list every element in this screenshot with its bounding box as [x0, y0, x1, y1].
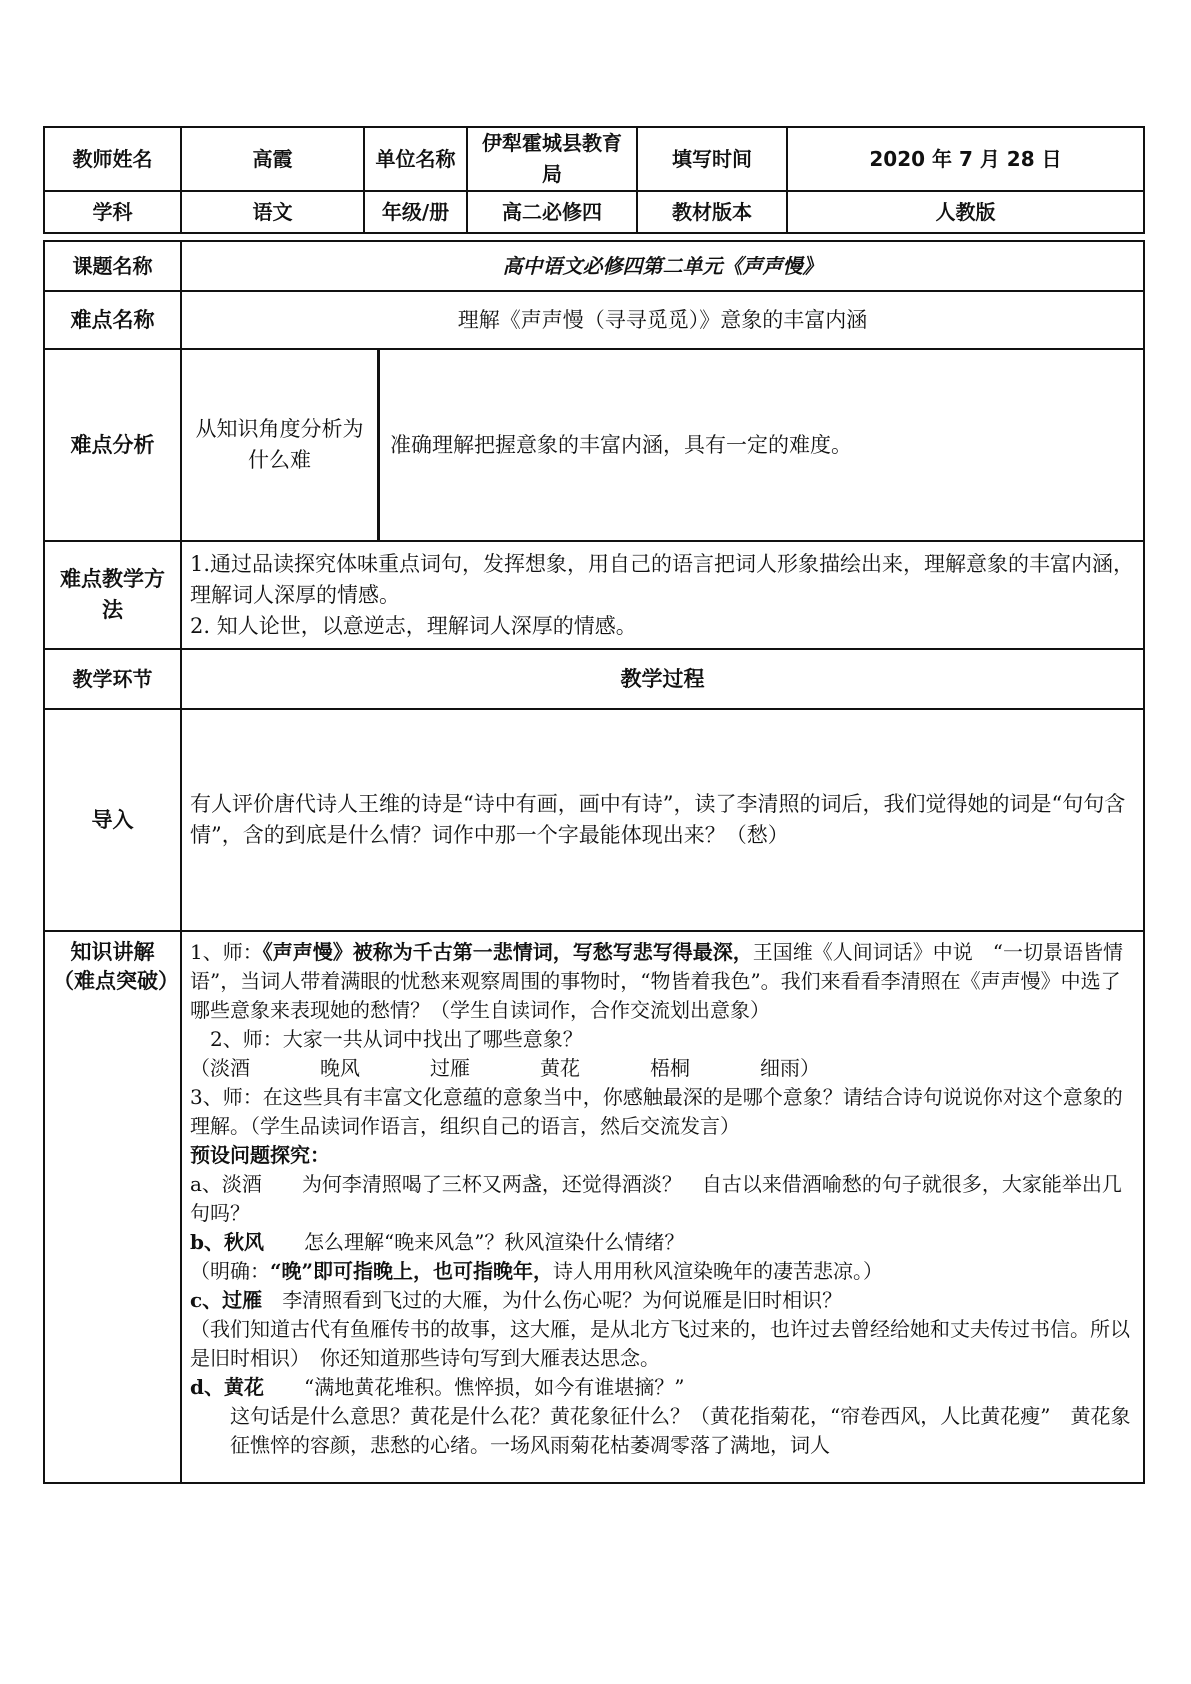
imagery-item: 黄花	[540, 1056, 580, 1080]
teacher-label: 教师姓名	[44, 127, 181, 191]
knowledge-label: 知识讲解（难点突破）	[44, 931, 181, 1483]
edition-label: 教材版本	[637, 191, 787, 233]
date-value: 2020 年 7 月 28 日	[787, 127, 1144, 191]
question-b	[190, 1228, 1135, 1257]
question-d-quote: “满地黄花堆积。憔悴损，如今有谁堪摘？”	[303, 1375, 685, 1399]
process-header-row	[44, 649, 1144, 709]
process-title: 教学过程	[181, 649, 1144, 709]
imagery-close: ）	[800, 1056, 820, 1080]
knowledge-cell	[181, 931, 1144, 1483]
question-c	[190, 1286, 1135, 1315]
analysis-split	[182, 350, 1143, 540]
analysis-value: 准确理解把握意象的丰富内涵，具有一定的难度。	[390, 432, 852, 457]
knowledge-p2-lead: 2、师：	[210, 1027, 283, 1051]
analysis-label: 难点分析	[44, 349, 181, 541]
topic-value: 高中语文必修四第二单元《声声慢》	[181, 241, 1144, 291]
row-spacer	[44, 233, 1144, 241]
imagery-item: 细雨	[760, 1056, 800, 1080]
question-b-lead: b、秋风	[190, 1230, 264, 1254]
lesson-plan-sheet	[43, 126, 1143, 1484]
imagery-item: 过雁	[430, 1056, 470, 1080]
question-a-lead: a、淡酒	[190, 1172, 262, 1196]
teacher-value: 高霞	[181, 127, 364, 191]
imagery-open: （	[190, 1056, 210, 1080]
date-label: 填写时间	[637, 127, 787, 191]
imagery-item: 梧桐	[650, 1056, 690, 1080]
method-line-2: 2. 知人论世，以意逆志，理解词人深厚的情感。	[190, 613, 637, 638]
question-c-note: （我们知道古代有鱼雁传书的故事，这大雁，是从北方飞过来的，也许过去曾经给她和丈夫传过书信。所以是旧时相识） 你还知道那些诗句写到大雁表达思念。	[190, 1317, 1130, 1370]
method-label: 难点教学方法	[44, 541, 181, 649]
grade-label: 年级/册	[364, 191, 467, 233]
intro-row	[44, 709, 1144, 931]
knowledge-para-3	[190, 1083, 1135, 1141]
knowledge-row	[44, 931, 1144, 1483]
question-a-text: 为何李清照喝了三杯又两盏，还觉得酒淡？ 自古以来借酒喻愁的句子就很多，大家能举出几句吗？	[190, 1172, 1122, 1225]
intro-label: 导入	[44, 709, 181, 931]
imagery-item: 晚风	[320, 1056, 360, 1080]
question-d	[190, 1373, 1135, 1402]
knowledge-para-2	[190, 1025, 1135, 1054]
method-line-1: 1.通过品读探究体味重点词句，发挥想象，用自己的语言把词人形象描绘出来，理解意象的丰富内涵，理解词人深厚的情感。	[190, 551, 1135, 607]
question-b-note-open: （明确：	[190, 1259, 270, 1283]
topic-label: 课题名称	[44, 241, 181, 291]
subject-label: 学科	[44, 191, 181, 233]
imagery-item: 淡酒	[210, 1056, 250, 1080]
question-d-text: 这句话是什么意思？黄花是什么花？黄花象征什么？（黄花指菊花，“帘卷西风，人比黄花瘦” 黄花象征憔悴的容颜，悲愁的心绪。一场风雨菊花枯萎凋零落了满地，词人	[230, 1404, 1131, 1457]
method-row	[44, 541, 1144, 649]
grade-value: 高二必修四	[467, 191, 637, 233]
question-b-note-rest: 诗人用用秋风渲染晚年的凄苦悲凉。）	[553, 1259, 884, 1283]
subject-value: 语文	[181, 191, 364, 233]
difficulty-label: 难点名称	[44, 291, 181, 349]
analysis-cell	[181, 349, 1144, 541]
question-a	[190, 1170, 1135, 1228]
knowledge-p1-bold: 《声声慢》被称为千古第一悲情词，写愁写悲写得最深，	[262, 940, 753, 964]
info-row-2	[44, 191, 1144, 233]
unit-value: 伊犁霍城县教育局	[467, 127, 637, 191]
analysis-sub-label: 从知识角度分析为什么难	[182, 350, 380, 540]
imagery-list	[190, 1054, 1135, 1083]
knowledge-p3-rest: 在这些具有丰富文化意蕴的意象当中，你感触最深的是哪个意象？请结合诗句说说你对这个意象的理解。（学生品读词作语言，组织自己的语言，然后交流发言）	[190, 1085, 1123, 1138]
knowledge-p1-lead: 1、师：	[190, 940, 263, 964]
edition-value: 人教版	[787, 191, 1144, 233]
lesson-plan-table	[43, 126, 1145, 1484]
difficulty-value: 理解《声声慢（寻寻觅觅）》意象的丰富内涵	[181, 291, 1144, 349]
question-b-text: 怎么理解“晚来风急”？秋风渲染什么情绪？	[303, 1230, 685, 1254]
topic-row	[44, 241, 1144, 291]
question-c-text: 李清照看到飞过的大雁，为什么伤心呢？为何说雁是旧时相识？	[282, 1288, 843, 1312]
process-label: 教学环节	[44, 649, 181, 709]
intro-text: 有人评价唐代诗人王维的诗是“诗中有画，画中有诗”，读了李清照的词后，我们觉得她的词是“句句含情”，含的到底是什么情？词作中那一个字最能体现出来？（愁）	[181, 709, 1144, 931]
question-b-note-bold: “晚”即可指晚上，也可指晚年，	[270, 1259, 554, 1283]
question-d-lead: d、黄花	[190, 1375, 264, 1399]
knowledge-p2-rest: 大家一共从词中找出了哪些意象？	[282, 1027, 583, 1051]
question-b-note	[190, 1257, 1135, 1286]
difficulty-row	[44, 291, 1144, 349]
knowledge-para-1	[190, 938, 1135, 1025]
method-cell	[181, 541, 1144, 649]
preset-title: 预设问题探究：	[190, 1143, 330, 1167]
info-row-1	[44, 127, 1144, 191]
question-c-lead: c、过雁	[190, 1288, 263, 1312]
unit-label: 单位名称	[364, 127, 467, 191]
analysis-row	[44, 349, 1144, 541]
knowledge-p3-lead: 3、师：	[190, 1085, 263, 1109]
knowledge-p1-rest: 王国维《人间词话》中说 “一切景语皆情语”，当词人带着满眼的忧愁来观察周围的事物时，“物皆着我色”。我们来看看李清照在《声声慢》中选了哪些意象来表现她的愁情？（学生自读词作，合作交流划出意象）	[190, 940, 1123, 1022]
